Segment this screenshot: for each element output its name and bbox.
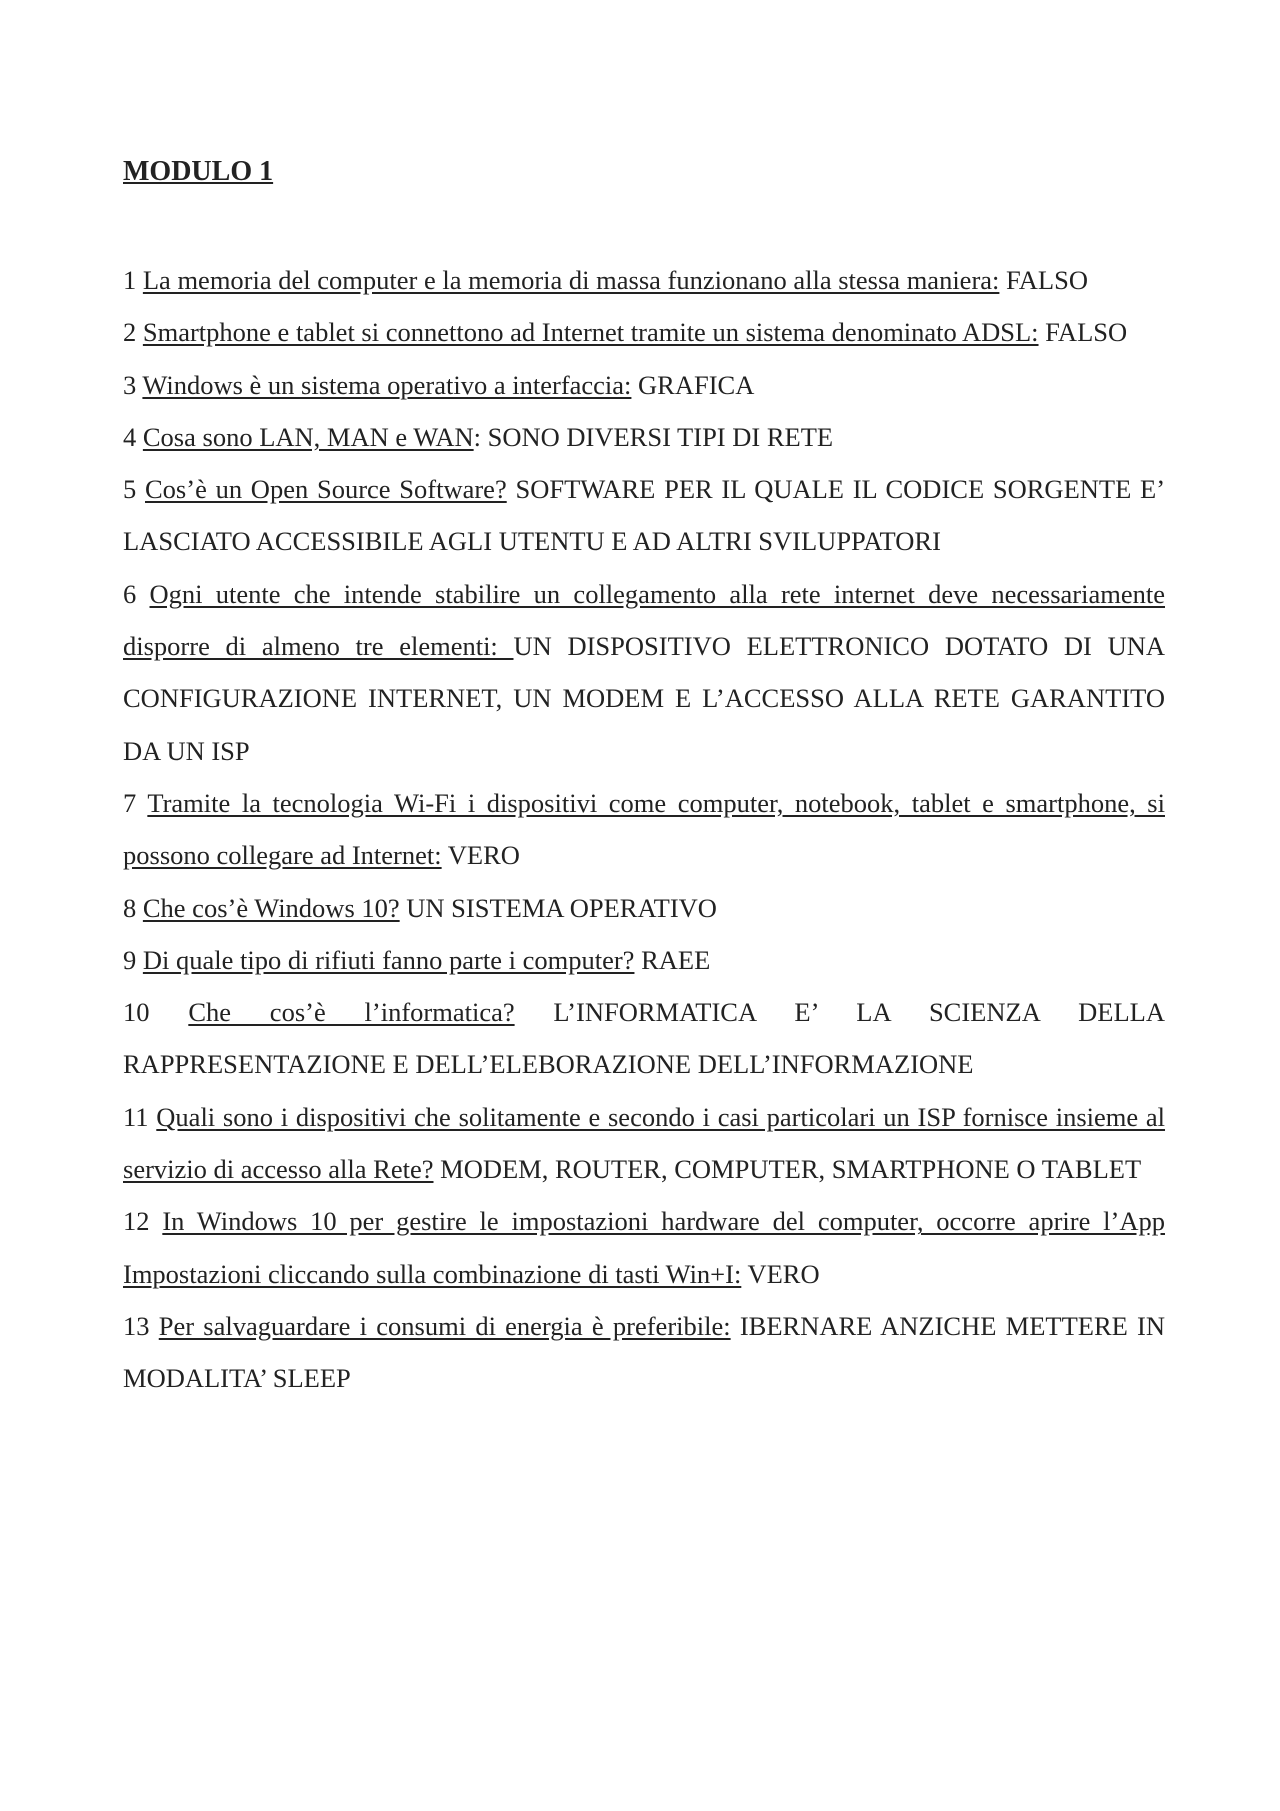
question-text: Tramite la tecnologia Wi-Fi i dispositivi come computer, notebook, tablet e smartphone, si possono collegare ad Internet:: [123, 787, 1165, 871]
answer-text: FALSO: [999, 265, 1088, 295]
question-text: Windows è un sistema operativo a interfaccia:: [142, 369, 632, 400]
qa-item-1: [123, 254, 1165, 306]
answer-text: IBERNARE ANZICHE METTERE IN MODALITA’ SLEEP: [123, 1310, 1166, 1394]
item-number: 6: [123, 578, 137, 609]
item-number: 10: [123, 997, 150, 1028]
answer-text: UN SISTEMA OPERATIVO: [399, 892, 717, 923]
item-number: 12: [123, 1206, 150, 1237]
question-text: La memoria del computer e la memoria di massa funzionano alla stessa maniera:: [142, 265, 1000, 295]
answer-text: MODEM, ROUTER, COMPUTER, SMARTPHONE O TABLET: [433, 1154, 1142, 1185]
document-page: [123, 150, 1165, 1405]
answer-text: : SONO DIVERSI TIPI DI RETE: [473, 421, 834, 452]
answer-text: RAEE: [634, 944, 711, 975]
question-text: Ogni utente che intende stabilire un collegamento alla rete internet deve necessariamente disporre di almeno tre elementi:: [123, 578, 1165, 662]
question-text: Quali sono i dispositivi che solitamente e secondo i casi particolari un ISP fornisce insieme al servizio di accesso alla Rete?: [123, 1101, 1166, 1185]
answer-text: L’INFORMATICA E’ LA SCIENZA DELLA RAPPRESENTAZIONE E DELL’ELEBORAZIONE DELL’INFORMAZIONE: [123, 997, 1166, 1080]
item-number: 13: [123, 1310, 150, 1341]
question-text: Che cos’è l’informatica?: [188, 997, 515, 1028]
qa-item-5: [123, 463, 1165, 568]
question-text: Cosa sono LAN, MAN e WAN: [142, 421, 474, 452]
qa-item-10: [123, 986, 1165, 1091]
item-number: 1: [123, 265, 137, 295]
qa-item-11: [123, 1091, 1165, 1196]
item-number: 8: [123, 892, 137, 923]
qa-item-2: [123, 306, 1165, 358]
answer-text: GRAFICA: [631, 369, 755, 400]
item-number: 3: [123, 369, 137, 400]
qa-item-3: [123, 359, 1165, 411]
question-text: Che cos’è Windows 10?: [142, 892, 400, 923]
qa-item-8: [123, 882, 1165, 934]
answer-text: SOFTWARE PER IL QUALE IL CODICE SORGENTE E’ LASCIATO ACCESSIBILE AGLI UTENTU E AD ALTRI SVILUPPATORI: [123, 474, 1166, 557]
item-number: 5: [123, 474, 137, 505]
question-text: Cos’è un Open Source Software?: [145, 474, 507, 505]
qa-item-7: [123, 777, 1165, 882]
answer-text: VERO: [441, 840, 520, 871]
answer-text: VERO: [741, 1258, 820, 1289]
item-number: 7: [123, 787, 137, 818]
question-text: Smartphone e tablet si connettono ad Internet tramite un sistema denominato ADSL:: [142, 317, 1039, 348]
qa-item-12: [123, 1195, 1165, 1300]
qa-item-9: [123, 934, 1165, 986]
qa-item-6: [123, 568, 1165, 777]
answer-text: UN DISPOSITIVO ELETTRONICO DOTATO DI UNA CONFIGURAZIONE INTERNET, UN MODEM E L’ACCESSO ALLA RETE GARANTITO DA UN ISP: [123, 631, 1165, 766]
item-number: 9: [123, 944, 137, 975]
answer-text: FALSO: [1038, 317, 1128, 348]
item-number: 11: [123, 1101, 149, 1132]
page-title: MODULO 1: [123, 156, 274, 187]
question-text: Per salvaguardare i consumi di energia è preferibile:: [158, 1310, 731, 1341]
question-text: Di quale tipo di rifiuti fanno parte i computer?: [142, 944, 635, 975]
question-text: In Windows 10 per gestire le impostazioni hardware del computer, occorre aprire l’App Impostazioni cliccando sulla combinazione di tasti Win+I:: [123, 1206, 1165, 1289]
qa-item-4: [123, 411, 1165, 463]
question-list: [123, 254, 1165, 1405]
item-number: 2: [123, 317, 137, 348]
qa-item-13: [123, 1300, 1165, 1405]
item-number: 4: [123, 421, 137, 452]
